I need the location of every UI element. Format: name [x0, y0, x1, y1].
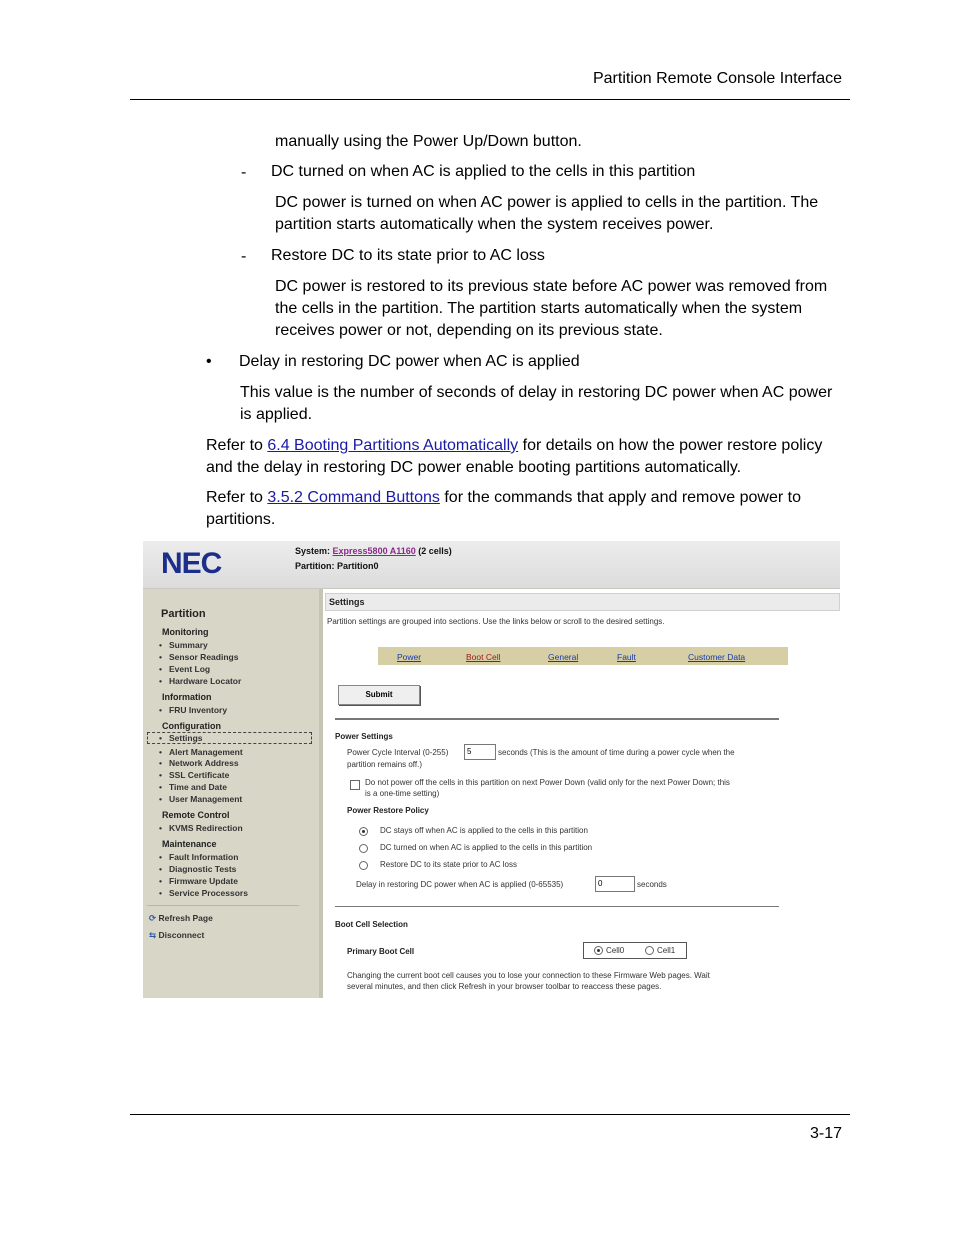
sidebar-item-summary[interactable]: • Summary: [159, 640, 208, 650]
no-power-off-checkbox[interactable]: [350, 780, 360, 790]
tab-fault[interactable]: Fault: [617, 652, 636, 662]
settings-title: Settings: [329, 597, 365, 607]
sidebar-item-kvms-redirection[interactable]: • KVMS Redirection: [159, 823, 243, 833]
option-desc: partition starts automatically when the system receives power.: [275, 216, 714, 233]
command-buttons-link[interactable]: 3.5.2 Command Buttons: [267, 489, 440, 506]
partition-line: Partition: Partition0: [295, 561, 379, 571]
running-header: Partition Remote Console Interface: [592, 70, 842, 87]
settings-content: [323, 589, 840, 998]
settings-intro: Partition settings are grouped into sections. Use the links below or scroll to the desired settings.: [327, 617, 665, 626]
footer-rule: [130, 1114, 850, 1115]
sidebar-item-firmware-update[interactable]: • Firmware Update: [159, 876, 238, 886]
sidebar-item-network-address[interactable]: • Network Address: [159, 758, 239, 768]
sidebar-item-settings[interactable]: • Settings: [147, 732, 312, 744]
system-link[interactable]: Express5800 A1160: [332, 546, 416, 556]
body-line: manually using the Power Up/Down button.: [275, 133, 582, 150]
refer-paragraph: [206, 435, 822, 457]
restore-option-radio[interactable]: [359, 827, 368, 836]
refer-paragraph: [206, 487, 801, 509]
sidebar-item-event-log[interactable]: • Event Log: [159, 664, 211, 674]
cell1-label: Cell1: [657, 946, 676, 955]
cycle-interval-input[interactable]: 5: [464, 744, 496, 760]
refer-text: partitions.: [206, 511, 276, 528]
delay-input[interactable]: 0: [595, 876, 635, 892]
tab-customer-data[interactable]: Customer Data: [688, 652, 746, 662]
refresh-icon: ⟳: [149, 913, 157, 923]
bullet-desc: This value is the number of seconds of delay in restoring DC power when AC power: [240, 384, 833, 401]
cycle-interval-note: partition remains off.): [347, 760, 422, 769]
sidebar-item-diagnostic-tests[interactable]: • Diagnostic Tests: [159, 864, 237, 874]
submit-button[interactable]: Submit: [338, 685, 420, 705]
tab-general[interactable]: General: [548, 652, 579, 662]
dash-marker: -: [241, 164, 247, 181]
sidebar-item-sensor-readings[interactable]: • Sensor Readings: [159, 652, 239, 662]
sidebar-section-remote-control: Remote Control: [162, 810, 230, 820]
sidebar-item-fru-inventory[interactable]: • FRU Inventory: [159, 705, 228, 715]
refer-text: Refer to: [206, 437, 268, 454]
option-title: DC turned on when AC is applied to the cells in this partition: [271, 163, 696, 180]
nec-logo: NEC: [161, 547, 222, 580]
page-number: 3-17: [809, 1125, 842, 1142]
sidebar-item-user-management[interactable]: • User Management: [159, 794, 243, 804]
no-power-off-label: is a one-time setting): [365, 789, 440, 798]
sidebar-item-fault-information[interactable]: • Fault Information: [159, 852, 239, 862]
restore-option-radio[interactable]: [359, 861, 368, 870]
cell0-radio[interactable]: [594, 946, 603, 955]
settings-titlebar: [325, 593, 840, 611]
option-desc: DC power is restored to its previous state before AC power was removed from: [275, 278, 828, 295]
system-line: [295, 546, 452, 556]
refer-text: for details on how the power restore policy: [518, 437, 823, 454]
sidebar-section-maintenance: Maintenance: [162, 839, 217, 849]
disconnect-link[interactable]: ⇆ Disconnect: [149, 930, 205, 940]
boot-cell-note: several minutes, and then click Refresh in your browser toolbar to reaccess these pages.: [347, 982, 662, 991]
bullet-marker: •: [206, 353, 212, 370]
cell1-radio[interactable]: [645, 946, 654, 955]
refresh-page-link[interactable]: ⟳ Refresh Page: [149, 913, 213, 923]
cycle-interval-label: Power Cycle Interval (0-255): [347, 748, 449, 757]
primary-boot-cell-label: Primary Boot Cell: [347, 947, 415, 956]
sidebar-divider: [147, 905, 299, 906]
option-title: Restore DC to its state prior to AC loss: [271, 247, 545, 264]
sidebar-item-service-processors[interactable]: • Service Processors: [159, 888, 248, 898]
boot-cell-note: Changing the current boot cell causes you to lose your connection to these Firmware Web pages. Wait: [347, 971, 710, 980]
system-suffix: (2 cells): [415, 546, 452, 556]
disconnect-icon: ⇆: [149, 930, 157, 940]
header-rule: [130, 99, 850, 100]
boot-cell-heading: Boot Cell Selection: [335, 920, 408, 929]
option-desc: DC power is turned on when AC power is applied to cells in the partition. The: [275, 194, 819, 211]
sidebar-item-time-and-date[interactable]: • Time and Date: [159, 782, 227, 792]
sidebar-heading: Partition: [161, 608, 206, 620]
sidebar-item-alert-management[interactable]: • Alert Management: [159, 747, 243, 757]
power-settings-heading: Power Settings: [335, 732, 393, 741]
refer-text: and the delay in restoring DC power enable booting partitions automatically.: [206, 459, 742, 476]
delay-label: Delay in restoring DC power when AC is applied (0-65535): [356, 880, 564, 889]
restore-option-label: DC stays off when AC is applied to the cells in this partition: [380, 826, 588, 835]
section-divider: [335, 718, 779, 720]
restore-option-label: DC turned on when AC is applied to the cells in this partition: [380, 843, 593, 852]
sidebar-section-configuration: Configuration: [162, 721, 221, 731]
sidebar-section-monitoring: Monitoring: [162, 627, 209, 637]
dash-marker: -: [241, 248, 247, 265]
section-divider: [335, 906, 779, 907]
system-label: System:: [295, 546, 333, 556]
restore-policy-heading: Power Restore Policy: [347, 806, 429, 815]
restore-option-radio[interactable]: [359, 844, 368, 853]
delay-unit: seconds: [637, 880, 667, 889]
option-desc: the cells in the partition. The partition starts automatically when the system: [275, 300, 803, 317]
boot-cell-radio-group: [583, 942, 687, 959]
option-desc: receives power or not, depending on its previous state.: [275, 322, 663, 339]
booting-partitions-link[interactable]: 6.4 Booting Partitions Automatically: [267, 437, 519, 454]
cell0-label: Cell0: [606, 946, 625, 955]
sidebar-section-information: Information: [162, 692, 212, 702]
cycle-interval-note: seconds (This is the amount of time during a power cycle when the: [498, 748, 735, 757]
sidebar-item-ssl-certificate[interactable]: • SSL Certificate: [159, 770, 230, 780]
no-power-off-label: Do not power off the cells in this partition on next Power Down (valid only for the next Power Down; this: [365, 778, 730, 787]
tab-boot-cell[interactable]: Boot Cell: [466, 652, 501, 662]
restore-option-label: Restore DC to its state prior to AC loss: [380, 860, 517, 869]
bullet-desc: is applied.: [240, 406, 313, 423]
console-sidebar: [143, 589, 323, 998]
tab-power[interactable]: Power: [397, 652, 422, 662]
bullet-title: Delay in restoring DC power when AC is applied: [239, 353, 580, 370]
refer-text: for the commands that apply and remove power to: [439, 489, 801, 506]
sidebar-item-hardware-locator[interactable]: • Hardware Locator: [159, 676, 242, 686]
section-tabs: [378, 647, 788, 665]
console-screenshot: [143, 541, 840, 998]
refer-text: Refer to: [206, 489, 268, 506]
console-topbar: [143, 541, 840, 589]
